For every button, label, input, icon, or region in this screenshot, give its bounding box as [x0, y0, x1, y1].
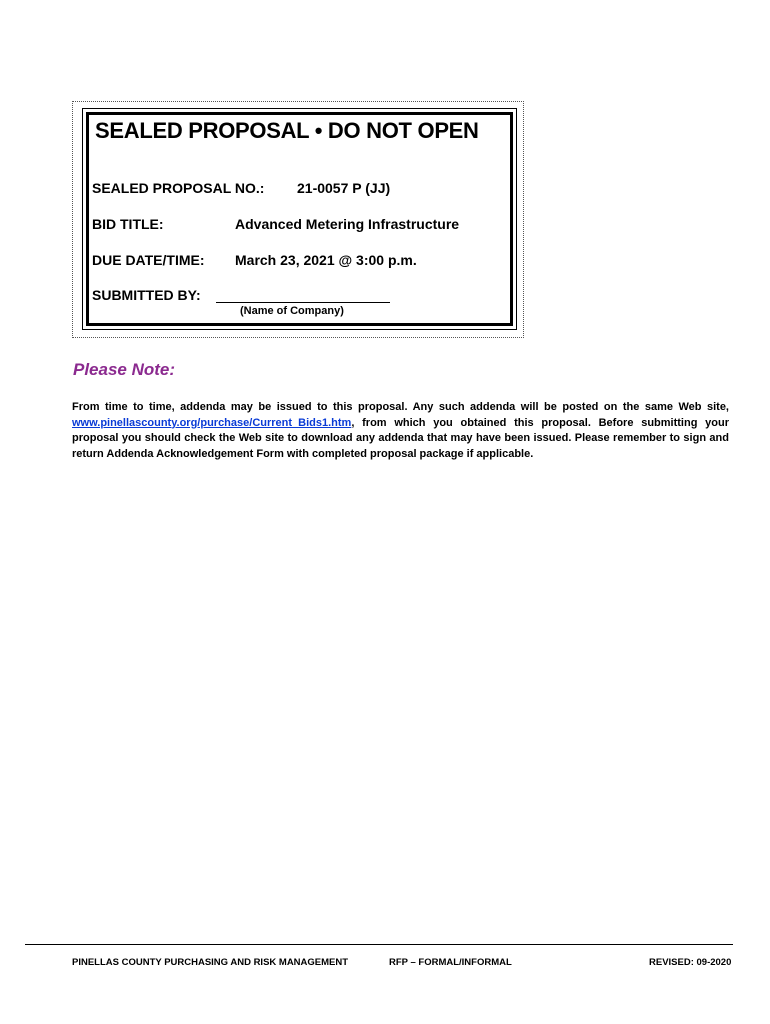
proposal-number-value: 21-0057 P (JJ) [297, 180, 391, 196]
due-date-value: March 23, 2021 @ 3:00 p.m. [235, 252, 417, 268]
due-date-label: DUE DATE/TIME: [92, 252, 205, 268]
footer-organization: PINELLAS COUNTY PURCHASING AND RISK MANAGEMENT [72, 957, 349, 968]
footer-divider [25, 944, 733, 945]
note-text-after-link: , from which you obtained this proposal. Before submitting your proposal you should check the Web site to download any addenda that may have been issued. Please remember to sign and return Addenda Acknowledgement Form with completed proposal package if applicable. [72, 416, 729, 460]
please-note-paragraph [72, 400, 729, 462]
current-bids-link[interactable]: www.pinellascounty.org/purchase/Current_Bids1.htm [72, 416, 352, 429]
footer-document-type: RFP – FORMAL/INFORMAL [389, 957, 512, 968]
label-title: SEALED PROPOSAL • DO NOT OPEN [95, 118, 479, 143]
submitted-by-signature-line [216, 302, 390, 303]
proposal-number-label: SEALED PROPOSAL NO.: [92, 180, 265, 196]
note-text-before-link: From time to time, addenda may be issued to this proposal. Any such addenda will be posted on the same Web site, [72, 401, 729, 413]
footer-revision: REVISED: 09-2020 [649, 957, 732, 968]
company-name-caption: (Name of Company) [240, 305, 344, 317]
bid-title-label: BID TITLE: [92, 216, 164, 232]
submitted-by-label: SUBMITTED BY: [92, 287, 201, 303]
please-note-heading: Please Note: [73, 360, 176, 379]
bid-title-value: Advanced Metering Infrastructure [235, 216, 460, 232]
